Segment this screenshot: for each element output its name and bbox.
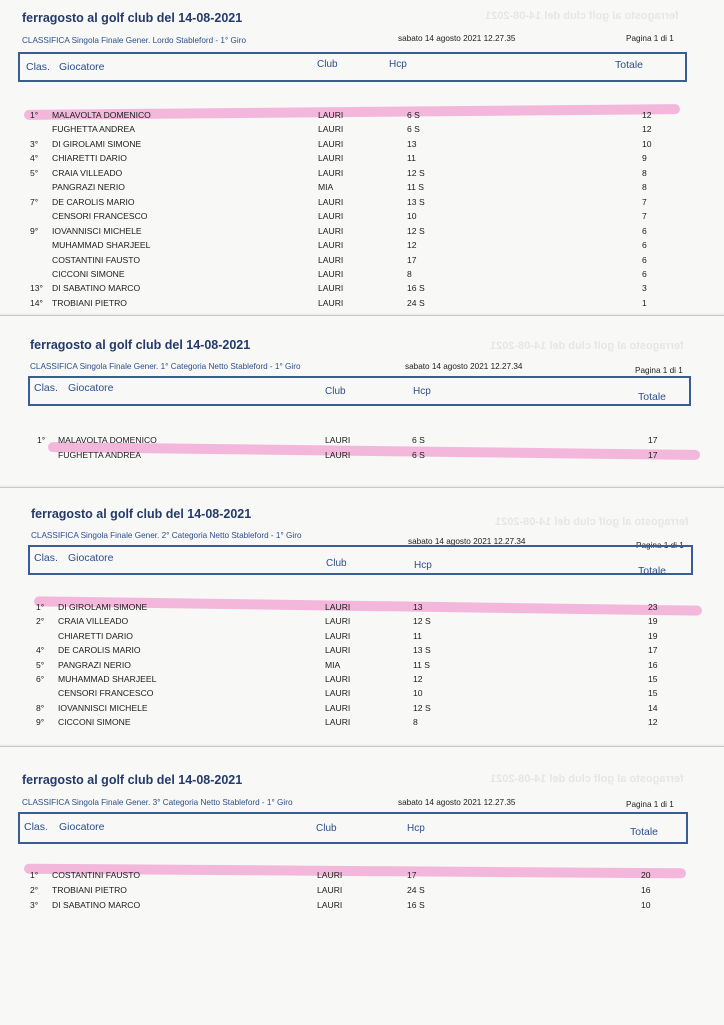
club-cell: LAURI	[325, 702, 351, 713]
handicap-cell: 11 S	[413, 659, 431, 670]
handicap-cell: 6 S	[412, 450, 425, 460]
player-name-cell: IOVANNISCI MICHELE	[52, 225, 142, 236]
header-clas: Clas.	[26, 61, 50, 73]
rank-cell: 3°	[30, 138, 39, 149]
club-cell: MIA	[318, 182, 334, 193]
table-row	[0, 137, 724, 151]
club-cell: LAURI	[318, 110, 344, 120]
player-name-cell: MUHAMMAD SHARJEEL	[58, 674, 157, 684]
sheet-2	[0, 315, 724, 488]
sheet-subtitle: CLASSIFICA Singola Finale Gener. 3° Categoria Netto Stableford - 1° Giro	[22, 798, 293, 807]
total-cell: 23	[648, 602, 658, 612]
total-cell: 7	[642, 196, 647, 207]
rank-cell: 5°	[30, 167, 39, 178]
handicap-cell: 13 S	[413, 645, 431, 656]
table-row	[0, 195, 724, 209]
club-cell: LAURI	[325, 435, 351, 445]
club-cell: LAURI	[325, 616, 351, 627]
player-name-cell: FUGHETTA ANDREA	[52, 124, 135, 135]
total-cell: 9	[642, 153, 647, 164]
handicap-cell: 10	[407, 211, 417, 222]
club-cell: LAURI	[318, 268, 344, 279]
header-clas: Clas.	[24, 821, 48, 833]
table-row	[0, 868, 724, 882]
handicap-cell: 16 S	[407, 899, 425, 910]
table-row	[0, 253, 724, 267]
total-cell: 7	[642, 211, 647, 222]
handicap-cell: 6 S	[407, 110, 420, 120]
header-giocatore: Giocatore	[59, 61, 105, 73]
handicap-cell: 8	[407, 268, 412, 279]
player-name-cell: CENSORI FRANCESCO	[58, 688, 154, 699]
total-cell: 10	[641, 899, 651, 910]
player-name-cell: PANGRAZI NERIO	[58, 659, 131, 670]
total-cell: 14	[648, 702, 658, 713]
bleed-through-title: ferragosto al golf club del 14-08-2021	[495, 516, 689, 528]
player-name-cell: TROBIANI PIETRO	[52, 884, 127, 895]
club-cell: LAURI	[318, 153, 344, 164]
column-header-box	[18, 812, 688, 844]
table-row	[0, 614, 724, 628]
table-row	[0, 281, 724, 295]
handicap-cell: 13	[413, 602, 423, 612]
club-cell: LAURI	[318, 124, 344, 135]
player-name-cell: DE CAROLIS MARIO	[52, 196, 135, 207]
handicap-cell: 13	[407, 138, 417, 149]
page-number: Pagina 1 di 1	[626, 800, 674, 809]
header-club: Club	[326, 558, 347, 569]
player-name-cell: DI GIROLAMI SIMONE	[52, 138, 142, 149]
club-cell: LAURI	[325, 630, 351, 641]
table-row	[0, 267, 724, 281]
club-cell: LAURI	[318, 297, 344, 308]
page-number: Pagina 1 di 1	[636, 541, 684, 550]
handicap-cell: 12	[413, 674, 423, 684]
sheet-title: ferragosto al golf club del 14-08-2021	[22, 773, 243, 787]
header-totale: Totale	[630, 826, 659, 838]
total-cell: 1	[642, 297, 647, 308]
table-row	[0, 224, 724, 238]
header-giocatore: Giocatore	[68, 382, 114, 394]
sheet-3	[0, 487, 724, 748]
handicap-cell: 24 S	[407, 297, 425, 308]
club-cell: LAURI	[317, 884, 343, 895]
rank-cell: 3°	[30, 899, 39, 910]
header-hcp: Hcp	[407, 823, 425, 834]
player-name-cell: CICCONI SIMONE	[52, 268, 125, 279]
player-name-cell: CRAIA VILLEADO	[58, 616, 129, 627]
rank-cell: 7°	[30, 196, 39, 207]
header-hcp: Hcp	[413, 386, 431, 397]
rank-cell: 9°	[30, 225, 39, 236]
player-name-cell: MALAVOLTA DOMENICO	[58, 435, 157, 445]
player-name-cell: DE CAROLIS MARIO	[58, 645, 141, 656]
rank-cell: 8°	[36, 702, 45, 713]
total-cell: 8	[642, 182, 647, 193]
print-date: sabato 14 agosto 2021 12.27.35	[398, 34, 516, 43]
bleed-through-title: ferragosto al golf club del 14-08-2021	[490, 773, 684, 785]
handicap-cell: 12 S	[407, 167, 425, 178]
club-cell: LAURI	[325, 688, 351, 699]
rank-cell: 13°	[30, 283, 43, 294]
total-cell: 6	[642, 254, 647, 265]
player-name-cell: MALAVOLTA DOMENICO	[52, 110, 151, 120]
table-row	[0, 433, 724, 447]
club-cell: LAURI	[318, 196, 344, 207]
sheet-subtitle: CLASSIFICA Singola Finale Gener. Lordo Stableford - 1° Giro	[22, 36, 246, 45]
club-cell: LAURI	[318, 240, 344, 251]
header-club: Club	[325, 386, 346, 397]
club-cell: LAURI	[325, 602, 351, 612]
player-name-cell: IOVANNISCI MICHELE	[58, 702, 148, 713]
header-totale: Totale	[615, 59, 644, 71]
header-totale: Totale	[638, 565, 667, 577]
header-club: Club	[317, 59, 338, 70]
player-name-cell: COSTANTINI FAUSTO	[52, 870, 141, 880]
total-cell: 15	[648, 674, 658, 684]
handicap-cell: 16 S	[407, 283, 425, 294]
total-cell: 6	[642, 240, 647, 251]
page-number: Pagina 1 di 1	[635, 366, 683, 375]
header-clas: Clas.	[34, 382, 58, 394]
club-cell: LAURI	[318, 138, 344, 149]
sheet-title: ferragosto al golf club del 14-08-2021	[30, 338, 251, 352]
handicap-cell: 17	[407, 254, 417, 265]
club-cell: LAURI	[318, 225, 344, 236]
rank-cell: 4°	[30, 153, 39, 164]
handicap-cell: 12 S	[413, 616, 431, 627]
handicap-cell: 24 S	[407, 884, 425, 895]
sheet-1	[0, 0, 724, 316]
club-cell: LAURI	[318, 283, 344, 294]
table-row	[0, 448, 724, 462]
header-club: Club	[316, 823, 337, 834]
table-row	[0, 180, 724, 194]
total-cell: 10	[642, 138, 652, 149]
handicap-cell: 6 S	[412, 435, 425, 445]
table-row	[0, 883, 724, 897]
table-row	[0, 296, 724, 310]
table-row	[0, 238, 724, 252]
player-name-cell: DI GIROLAMI SIMONE	[58, 602, 148, 612]
bleed-through-title: ferragosto al golf club del 14-08-2021	[490, 340, 684, 352]
sheet-4	[0, 746, 724, 1025]
club-cell: LAURI	[317, 899, 343, 910]
rank-cell: 6°	[36, 674, 45, 684]
print-date: sabato 14 agosto 2021 12.27.34	[405, 362, 523, 371]
sheet-subtitle: CLASSIFICA Singola Finale Gener. 1° Categoria Netto Stableford - 1° Giro	[30, 362, 301, 371]
handicap-cell: 8	[413, 717, 418, 728]
total-cell: 17	[648, 450, 658, 460]
rank-cell: 1°	[36, 602, 45, 612]
header-hcp: Hcp	[414, 560, 432, 571]
handicap-cell: 12 S	[413, 702, 431, 713]
rank-cell: 2°	[30, 884, 39, 895]
player-name-cell: FUGHETTA ANDREA	[58, 450, 141, 460]
club-cell: LAURI	[325, 717, 351, 728]
handicap-cell: 10	[413, 688, 423, 699]
rank-cell: 2°	[36, 616, 45, 627]
total-cell: 8	[642, 167, 647, 178]
table-row	[0, 701, 724, 715]
total-cell: 19	[648, 616, 658, 627]
total-cell: 20	[641, 870, 651, 880]
table-row	[0, 672, 724, 686]
total-cell: 12	[642, 110, 652, 120]
table-row	[0, 166, 724, 180]
player-name-cell: MUHAMMAD SHARJEEL	[52, 240, 151, 251]
handicap-cell: 13 S	[407, 196, 425, 207]
handicap-cell: 12 S	[407, 225, 425, 236]
table-row	[0, 122, 724, 136]
rank-cell: 5°	[36, 659, 45, 670]
club-cell: LAURI	[318, 254, 344, 265]
player-name-cell: CENSORI FRANCESCO	[52, 211, 148, 222]
handicap-cell: 12	[407, 240, 417, 251]
table-row	[0, 108, 724, 122]
player-name-cell: CHIARETTI DARIO	[52, 153, 127, 164]
table-row	[0, 898, 724, 912]
bleed-through-title: ferragosto al golf club del 14-08-2021	[485, 10, 679, 22]
rank-cell: 1°	[30, 110, 39, 120]
table-row	[0, 600, 724, 614]
column-header-box	[28, 376, 691, 406]
total-cell: 16	[641, 884, 651, 895]
table-row	[0, 151, 724, 165]
handicap-cell: 11 S	[407, 182, 425, 193]
handicap-cell: 11	[407, 153, 416, 164]
page-number: Pagina 1 di 1	[626, 34, 674, 43]
total-cell: 3	[642, 283, 647, 294]
header-hcp: Hcp	[389, 59, 407, 70]
rank-cell: 14°	[30, 297, 43, 308]
total-cell: 16	[648, 659, 658, 670]
total-cell: 12	[648, 717, 658, 728]
club-cell: LAURI	[325, 674, 351, 684]
column-header-box	[18, 52, 687, 82]
table-row	[0, 686, 724, 700]
header-giocatore: Giocatore	[68, 552, 114, 564]
club-cell: LAURI	[318, 211, 344, 222]
rank-cell: 1°	[37, 435, 46, 445]
print-date: sabato 14 agosto 2021 12.27.34	[408, 537, 526, 546]
table-row	[0, 643, 724, 657]
player-name-cell: PANGRAZI NERIO	[52, 182, 125, 193]
handicap-cell: 17	[407, 870, 417, 880]
column-header-box	[28, 545, 693, 575]
club-cell: LAURI	[317, 870, 343, 880]
player-name-cell: CICCONI SIMONE	[58, 717, 131, 728]
total-cell: 6	[642, 225, 647, 236]
club-cell: LAURI	[325, 450, 351, 460]
club-cell: LAURI	[325, 645, 351, 656]
header-totale: Totale	[638, 391, 667, 403]
player-name-cell: DI SABATINO MARCO	[52, 283, 141, 294]
rank-cell: 1°	[30, 870, 39, 880]
sheet-title: ferragosto al golf club del 14-08-2021	[22, 11, 243, 25]
table-row	[0, 629, 724, 643]
table-row	[0, 209, 724, 223]
sheet-subtitle: CLASSIFICA Singola Finale Gener. 2° Categoria Netto Stableford - 1° Giro	[31, 531, 302, 540]
total-cell: 15	[648, 688, 658, 699]
club-cell: LAURI	[318, 167, 344, 178]
print-date: sabato 14 agosto 2021 12.27.35	[398, 798, 516, 807]
header-clas: Clas.	[34, 552, 58, 564]
total-cell: 12	[642, 124, 652, 135]
player-name-cell: COSTANTINI FAUSTO	[52, 254, 141, 265]
club-cell: MIA	[325, 659, 341, 670]
sheet-title: ferragosto al golf club del 14-08-2021	[31, 507, 252, 521]
player-name-cell: DI SABATINO MARCO	[52, 899, 141, 910]
handicap-cell: 11	[413, 630, 422, 641]
player-name-cell: TROBIANI PIETRO	[52, 297, 127, 308]
rank-cell: 4°	[36, 645, 45, 656]
table-row	[0, 658, 724, 672]
header-giocatore: Giocatore	[59, 821, 105, 833]
total-cell: 19	[648, 630, 658, 641]
rank-cell: 9°	[36, 717, 45, 728]
table-row	[0, 715, 724, 729]
total-cell: 17	[648, 645, 658, 656]
handicap-cell: 6 S	[407, 124, 420, 135]
player-name-cell: CRAIA VILLEADO	[52, 167, 123, 178]
player-name-cell: CHIARETTI DARIO	[58, 630, 133, 641]
total-cell: 6	[642, 268, 647, 279]
total-cell: 17	[648, 435, 658, 445]
